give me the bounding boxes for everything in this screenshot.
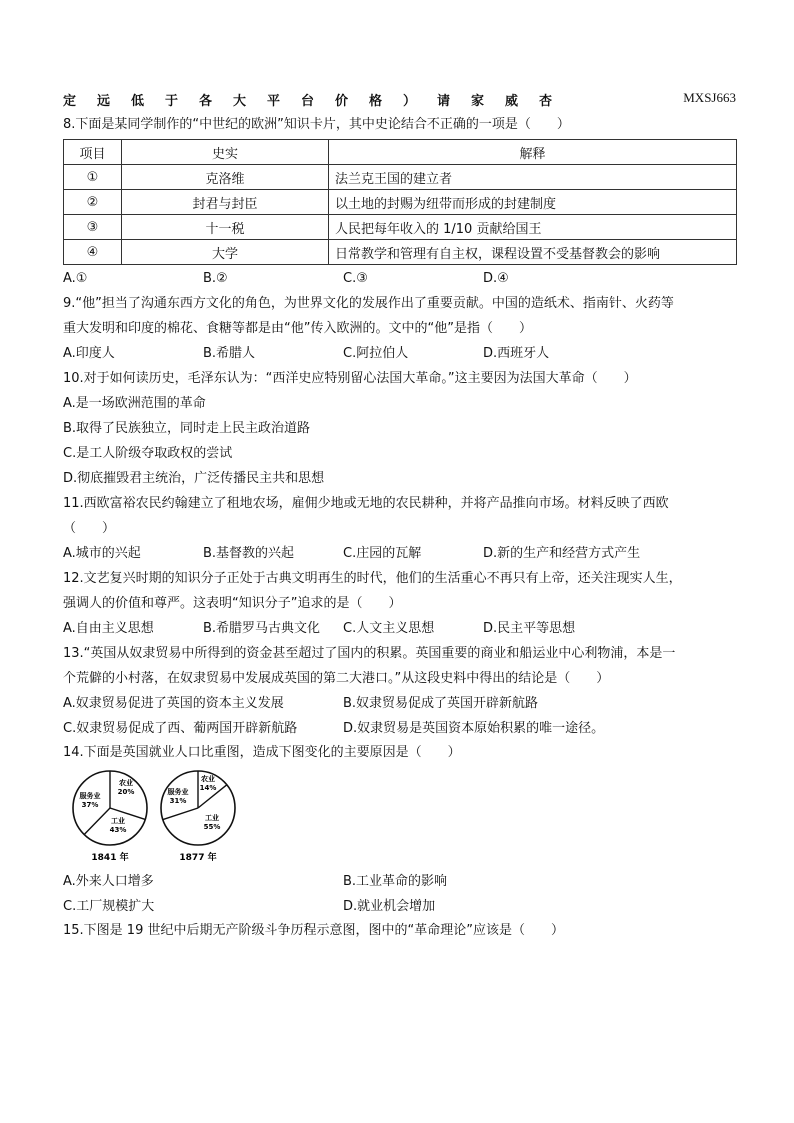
table-row <box>64 165 737 190</box>
table-cell: ① <box>64 165 122 190</box>
slice-label: 工业 <box>111 817 125 825</box>
slice-value: 37% <box>81 801 99 809</box>
table-cell: 大学 <box>122 240 329 265</box>
slice-label: 工业 <box>205 814 219 822</box>
option-c[interactable]: C.工厂规模扩大 <box>63 899 155 914</box>
q9-stem-line1: 9.“他”担当了沟通东西方文化的角色，为世界文化的发展作出了重要贡献。中国的造纸术、指南针、火药等 <box>63 296 674 311</box>
table-header-cell: 史实 <box>122 140 329 165</box>
option-d[interactable]: D.彻底摧毁君主统治，广泛传播民主共和思想 <box>63 471 325 486</box>
option-a[interactable]: A.印度人 <box>63 346 115 361</box>
table-cell: 法兰克王国的建立者 <box>329 165 737 190</box>
option-b[interactable]: B.奴隶贸易促成了英国开辟新航路 <box>343 696 539 711</box>
q9-options <box>63 345 736 363</box>
slice-label: 服务业 <box>167 788 189 796</box>
slice-label: 服务业 <box>79 792 101 800</box>
table-cell: 克洛维 <box>122 165 329 190</box>
header-text: 定远低于各大平台价格）请家威杏 <box>63 94 574 109</box>
pie-1877 <box>161 771 235 863</box>
q14-options-row2 <box>63 898 736 916</box>
option-c[interactable]: C.人文主义思想 <box>343 621 435 636</box>
option-b[interactable]: B.工业革命的影响 <box>343 874 448 889</box>
option-b[interactable]: B.希腊人 <box>203 346 256 361</box>
q13-stem-line2: 个荒僻的小村落，在奴隶贸易中发展成英国的第二大港口。”从这段史料中得出的结论是（ ） <box>63 671 610 686</box>
header-code: MXSJ663 <box>683 90 736 105</box>
option-a[interactable]: A.是一场欧洲范围的革命 <box>63 396 206 411</box>
option-a[interactable]: A.外来人口增多 <box>63 874 154 889</box>
slice-label: 农业 <box>201 775 215 783</box>
table-row <box>64 215 737 240</box>
option-c[interactable]: C.是工人阶级夺取政权的尝试 <box>63 446 233 461</box>
employment-pie-charts <box>70 768 250 866</box>
table-header-cell: 解释 <box>329 140 737 165</box>
option-a[interactable]: A.① <box>63 271 88 286</box>
table-header-cell: 项目 <box>64 140 122 165</box>
slice-value: 14% <box>199 784 217 792</box>
option-b[interactable]: B.取得了民族独立，同时走上民主政治道路 <box>63 421 311 436</box>
option-c[interactable]: C.阿拉伯人 <box>343 346 409 361</box>
option-c[interactable]: C.奴隶贸易促成了西、葡两国开辟新航路 <box>63 721 298 736</box>
q14-stem: 14.下面是英国就业人口比重图，造成下图变化的主要原因是（ ） <box>63 745 461 760</box>
option-d[interactable]: D.④ <box>483 271 509 286</box>
table-header-row <box>64 140 737 165</box>
table-cell: ② <box>64 190 122 215</box>
table-cell: 人民把每年收入的 1/10 贡献给国王 <box>329 215 737 240</box>
q8-table <box>63 139 737 265</box>
slice-label: 农业 <box>119 779 133 787</box>
q11-stem-line2: （ ） <box>63 521 116 536</box>
table-cell: 十一税 <box>122 215 329 240</box>
table-cell: ③ <box>64 215 122 240</box>
option-d[interactable]: D.新的生产和经营方式产生 <box>483 546 641 561</box>
slice-value: 20% <box>117 788 135 796</box>
q12-stem-line2: 强调人的价值和尊严。这表明“知识分子”追求的是（ ） <box>63 596 402 611</box>
table-cell: ④ <box>64 240 122 265</box>
option-b[interactable]: B.希腊罗马古典文化 <box>203 621 321 636</box>
option-b[interactable]: B.基督教的兴起 <box>203 546 295 561</box>
option-a[interactable]: A.奴隶贸易促进了英国的资本主义发展 <box>63 696 284 711</box>
option-a[interactable]: A.城市的兴起 <box>63 546 141 561</box>
option-b[interactable]: B.② <box>203 271 228 286</box>
q11-stem-line1: 11.西欧富裕农民约翰建立了租地农场，雇佣少地或无地的农民耕种，并将产品推向市场。材料反映了西欧 <box>63 496 669 511</box>
q13-stem-line1: 13.“英国从奴隶贸易中所得到的资金甚至超过了国内的积累。英国重要的商业和船运业中心利物浦，本是一 <box>63 646 676 661</box>
option-c[interactable]: C.③ <box>343 271 368 286</box>
q8-options <box>63 270 736 288</box>
slice-value: 43% <box>109 826 127 834</box>
option-d[interactable]: D.民主平等思想 <box>483 621 576 636</box>
q11-options <box>63 545 736 563</box>
pie-year-label: 1841 年 <box>91 853 129 863</box>
q10-stem: 10.对于如何读历史，毛泽东认为：“西洋史应特别留心法国大革命。”这主要因为法国大革命（ ） <box>63 371 637 386</box>
option-d[interactable]: D.就业机会增加 <box>343 899 436 914</box>
q12-options <box>63 620 736 638</box>
q8-stem: 8.下面是某同学制作的“中世纪的欧洲”知识卡片，其中史论结合不正确的一项是（ ） <box>63 117 570 132</box>
table-row <box>64 240 737 265</box>
q15-stem: 15.下图是 19 世纪中后期无产阶级斗争历程示意图，图中的“革命理论”应该是（ ） <box>63 923 564 938</box>
pie-1841 <box>73 771 147 863</box>
q13-options-row1 <box>63 695 736 713</box>
table-cell: 日常教学和管理有自主权，课程设置不受基督教会的影响 <box>329 240 737 265</box>
table-row <box>64 190 737 215</box>
q12-stem-line1: 12.文艺复兴时期的知识分子正处于古典文明再生的时代，他们的生活重心不再只有上帝，还关注现实人生， <box>63 571 682 586</box>
q13-options-row2 <box>63 720 736 738</box>
table-cell: 以土地的封赐为纽带而形成的封建制度 <box>329 190 737 215</box>
page-header <box>63 90 736 108</box>
option-d[interactable]: D.奴隶贸易是英国资本原始积累的唯一途径。 <box>343 721 605 736</box>
slice-value: 31% <box>169 797 187 805</box>
table-cell: 封君与封臣 <box>122 190 329 215</box>
q14-options-row1 <box>63 873 736 891</box>
slice-value: 55% <box>203 823 221 831</box>
q9-stem-line2: 重大发明和印度的棉花、食糖等都是由“他”传入欧洲的。文中的“他”是指（ ） <box>63 321 532 336</box>
option-a[interactable]: A.自由主义思想 <box>63 621 154 636</box>
option-d[interactable]: D.西班牙人 <box>483 346 550 361</box>
pie-year-label: 1877 年 <box>179 853 217 863</box>
option-c[interactable]: C.庄园的瓦解 <box>343 546 422 561</box>
